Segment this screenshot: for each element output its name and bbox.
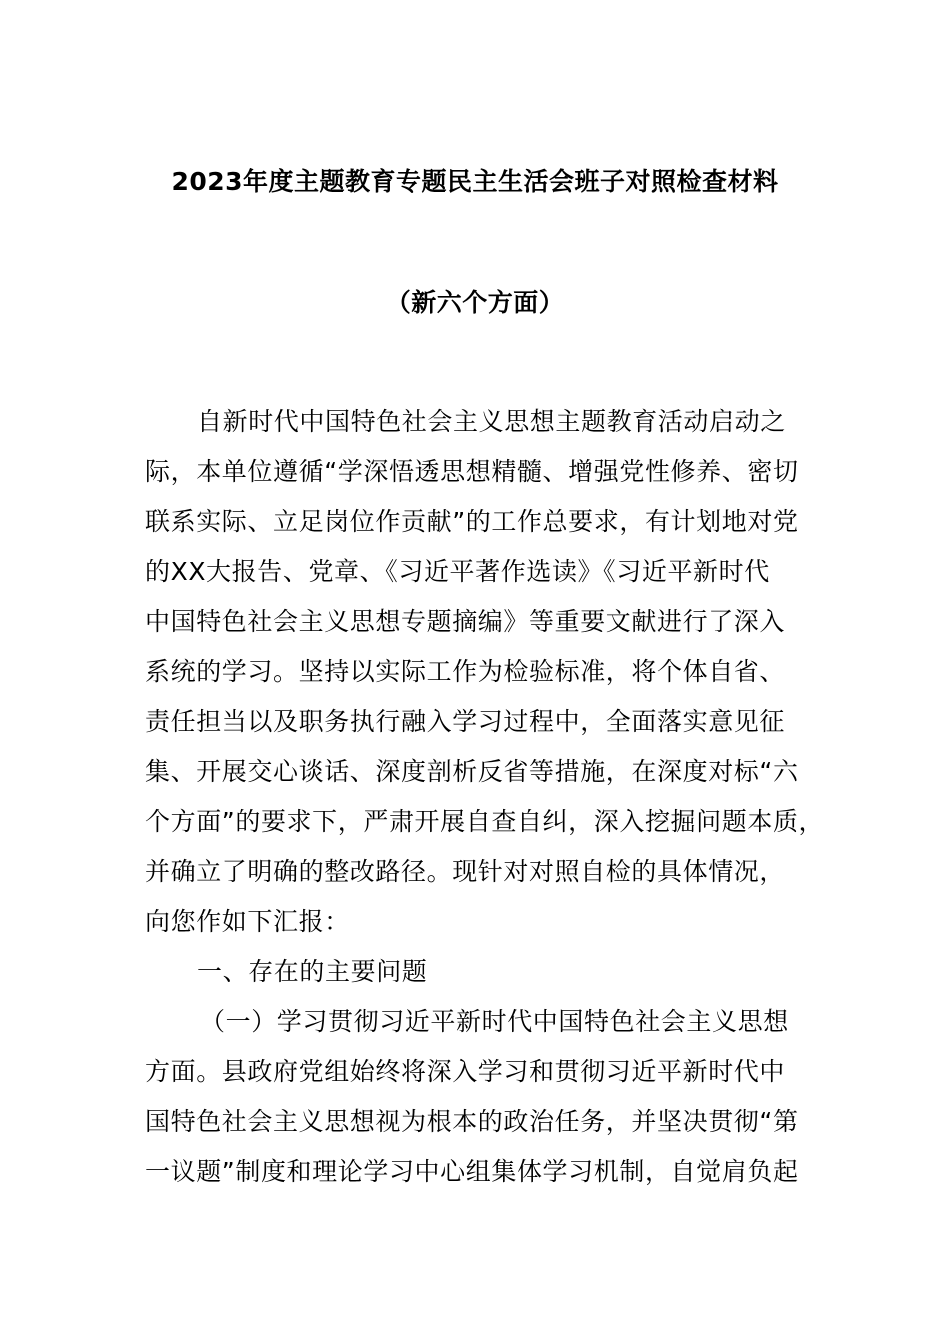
body-line: 际，本单位遵循“学深悟透思想精髓、增强党性修养、密切 [145,457,799,486]
body-line: 集、开展交心谈话、深度剖析反省等措施，在深度对标“六 [145,757,799,786]
subsection-heading: （一）学习贯彻习近平新时代中国特色社会主义思想 [200,1007,789,1036]
body-line: 一议题”制度和理论学习中心组集体学习机制，自觉肩负起 [145,1157,799,1186]
section-heading: 一、存在的主要问题 [197,957,428,986]
body-line: 个方面”的要求下，严肃开展自查自纠，深入挖掘问题本质， [145,807,825,836]
document-body [145,402,825,1202]
body-line: 方面。县政府党组始终将深入学习和贯彻习近平新时代中 [145,1057,786,1086]
document-subtitle: （新六个方面） [385,288,565,317]
body-line: 国特色社会主义思想视为根本的政治任务，并坚决贯彻“第 [145,1107,799,1136]
body-line: 中国特色社会主义思想专题摘编》等重要文献进行了深入 [145,607,786,636]
body-line: 自新时代中国特色社会主义思想主题教育活动启动之 [197,407,786,436]
body-line: 联系实际、立足岗位作贡献”的工作总要求，有计划地对党 [145,507,799,536]
body-line: 责任担当以及职务执行融入学习过程中，全面落实意见征 [145,707,786,736]
body-line: 并确立了明确的整改路径。现针对对照自检的具体情况， [145,857,786,886]
body-line: 系统的学习。坚持以实际工作为检验标准，将个体自省、 [145,657,786,686]
document-title: 2023年度主题教育专题民主生活会班子对照检查材料 [171,167,779,196]
body-line: 的XX大报告、党章、《习近平著作选读》《习近平新时代 [145,557,770,586]
body-line: 向您作如下汇报： [145,907,350,936]
